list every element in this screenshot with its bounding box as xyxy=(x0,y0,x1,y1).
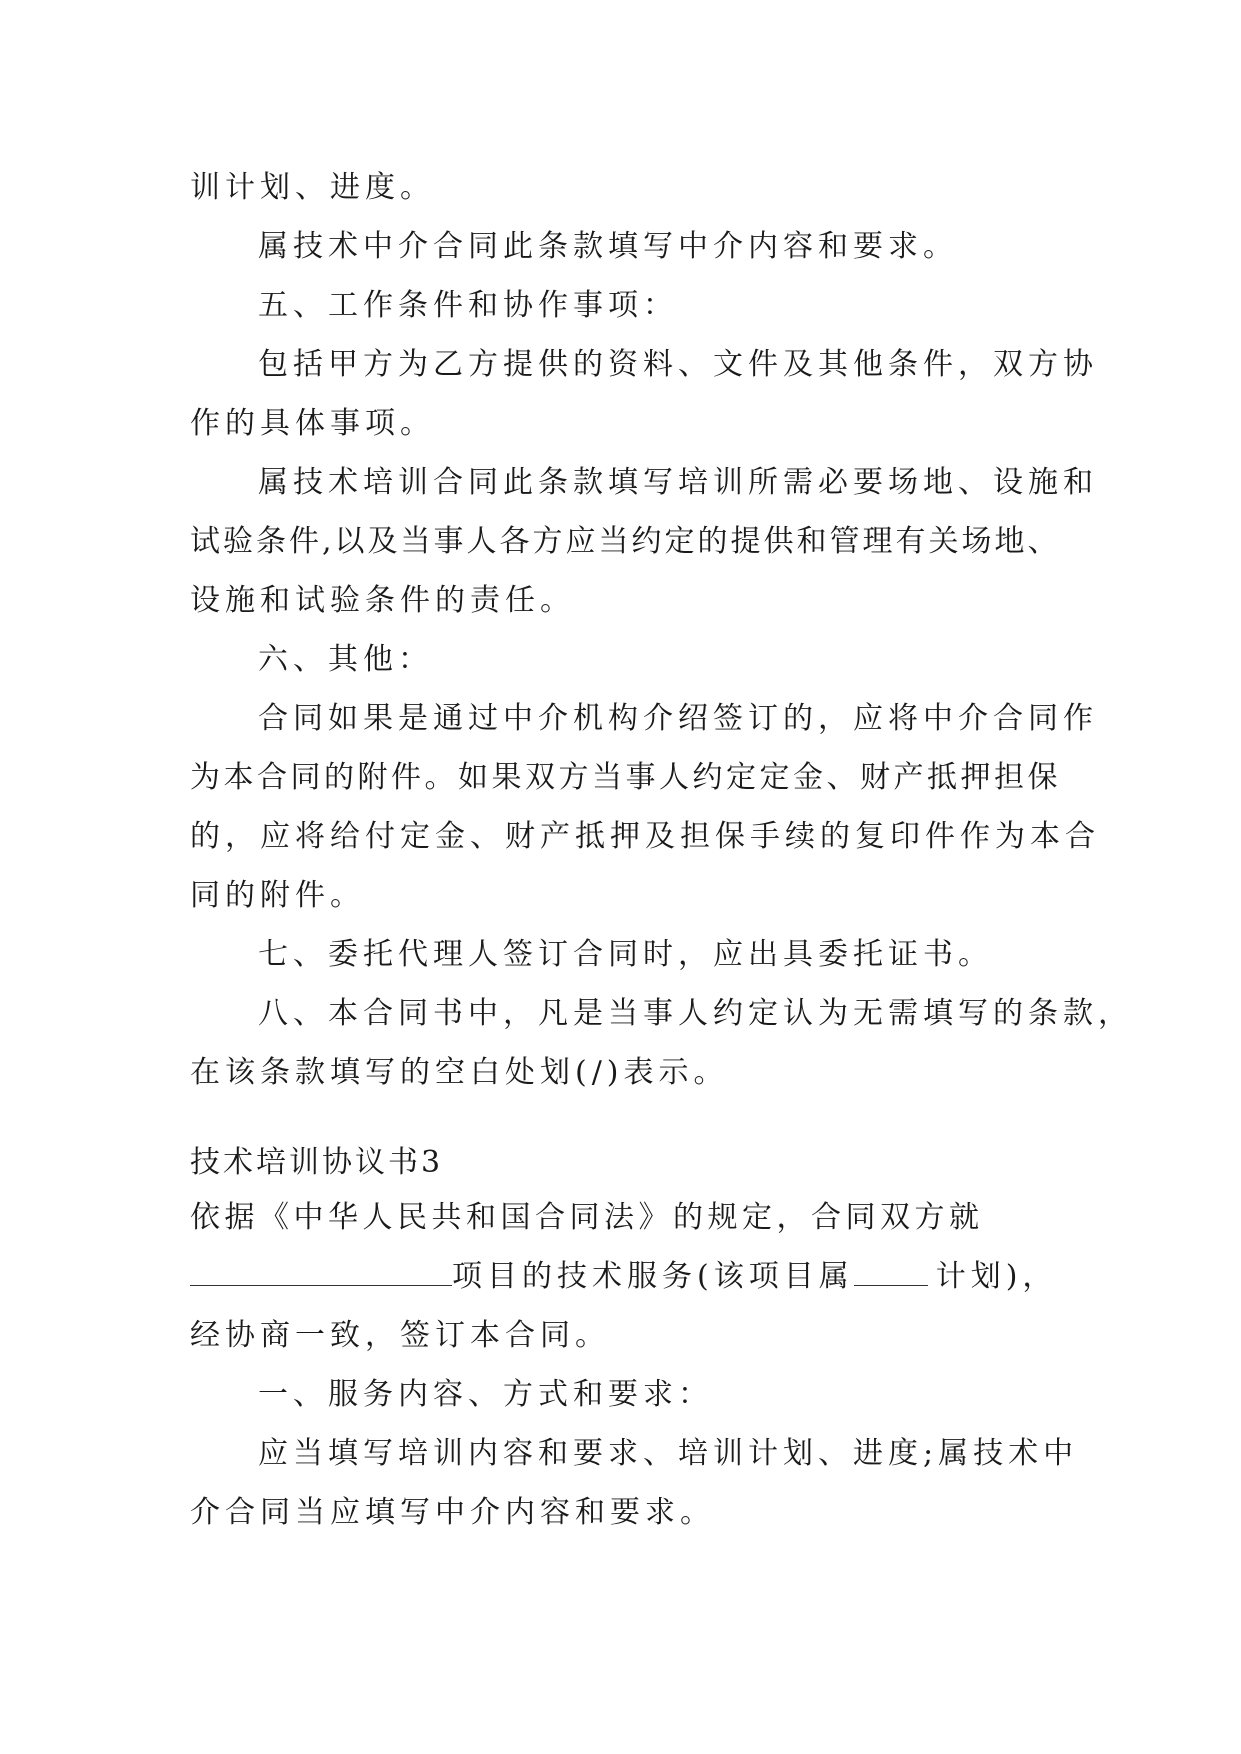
paragraph-line: 训计划、进度。 xyxy=(190,170,435,205)
paragraph-line xyxy=(190,1247,1056,1306)
clause-heading-6: 六、其他： xyxy=(258,642,433,677)
paragraph-line: 设施和试验条件的责任。 xyxy=(190,583,575,618)
clause-heading-7: 七、委托代理人签订合同时，应出具委托证书。 xyxy=(258,937,993,972)
intro-text-end: 计划)， xyxy=(935,1259,1058,1294)
paragraph-line: 作的具体事项。 xyxy=(190,406,435,441)
clause-heading-1: 一、服务内容、方式和要求： xyxy=(258,1377,713,1412)
paragraph-line: 合同如果是通过中介机构介绍签订的，应将中介合同作 xyxy=(258,701,1098,736)
paragraph-line: 为本合同的附件。如果双方当事人约定定金、财产抵押担保 xyxy=(190,760,1061,795)
intro-text: 项目的技术服务(该项目属 xyxy=(452,1259,854,1294)
paragraph-line: 应当填写培训内容和要求、培训计划、进度;属技术中 xyxy=(258,1436,1079,1471)
paragraph-line: 的，应将给付定金、财产抵押及担保手续的复印件作为本合 xyxy=(190,819,1100,854)
paragraph-line: 介合同当应填写中介内容和要求。 xyxy=(190,1495,715,1530)
clause-heading-8: 八、本合同书中，凡是当事人约定认为无需填写的条款， xyxy=(258,996,1133,1031)
paragraph-line: 经协商一致，签订本合同。 xyxy=(190,1318,610,1353)
paragraph-line: 属技术培训合同此条款填写培训所需必要场地、设施和 xyxy=(258,465,1098,500)
document-page xyxy=(190,158,1133,1542)
plan-type-blank[interactable] xyxy=(854,1261,928,1286)
paragraph-line: 试验条件,以及当事人各方应当约定的提供和管理有关场地、 xyxy=(190,524,1061,559)
paragraph-line: 包括甲方为乙方提供的资料、文件及其他条件，双方协 xyxy=(258,347,1098,382)
section-gap xyxy=(190,1102,1056,1138)
clause-heading-5: 五、工作条件和协作事项： xyxy=(258,288,678,323)
paragraph-line: 属技术中介合同此条款填写中介内容和要求。 xyxy=(258,229,958,264)
paragraph-line: 在该条款填写的空白处划(/)表示。 xyxy=(190,1055,729,1090)
paragraph-line: 依据《中华人民共和国合同法》的规定，合同双方就 xyxy=(190,1200,984,1235)
section-title: 技术培训协议书3 xyxy=(190,1145,444,1180)
project-name-blank[interactable] xyxy=(190,1261,452,1286)
paragraph-line: 同的附件。 xyxy=(190,878,365,913)
